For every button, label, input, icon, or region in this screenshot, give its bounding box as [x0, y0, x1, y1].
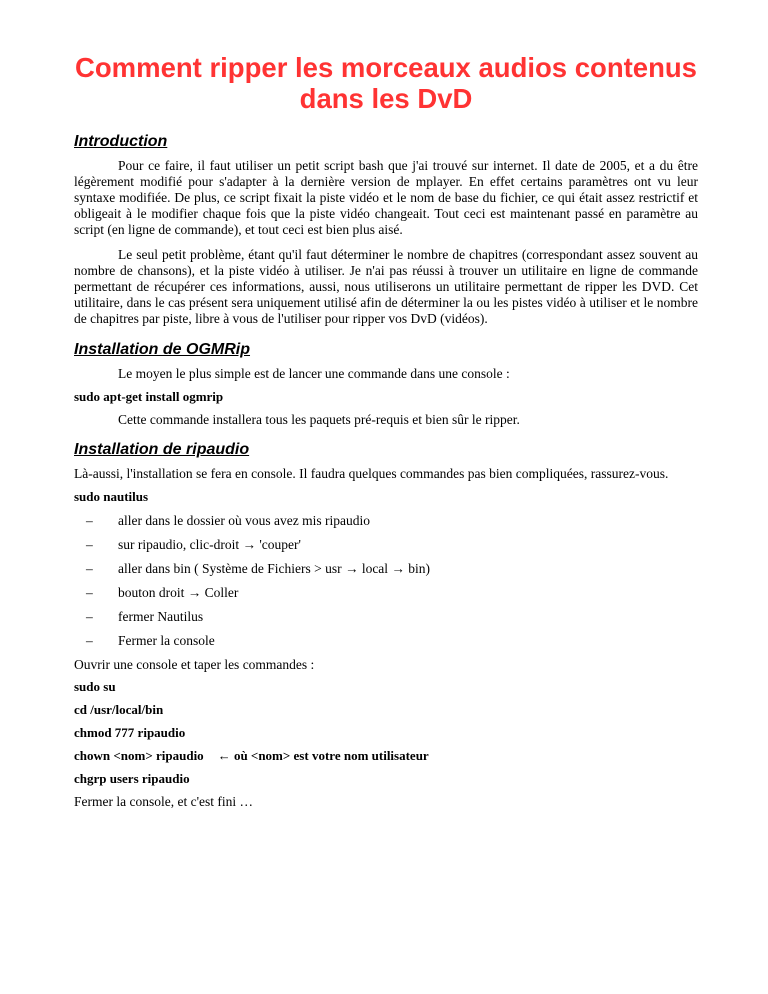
ogmrip-paragraph-2: Cette commande installera tous les paquets pré-requis et bien sûr le ripper.	[118, 412, 520, 427]
dash-bullet: –	[86, 537, 93, 552]
command-sudo-su: sudo su	[74, 679, 116, 694]
step-text: aller dans bin ( Système de Fichiers > usr → local → bin)	[118, 561, 431, 576]
list-item	[74, 585, 698, 609]
dash-bullet: –	[86, 609, 93, 624]
intro-paragraph-2: Le seul petit problème, étant qu'il faut déterminer le nombre de chapitres (correspondant assez souvent au nombre de chansons), et la piste vidéo à utiliser. Je n'ai pas réussi à trouver un utilitaire en ligne de commande permettant de récupérer ces informations, aussi, nous utiliserons un utilitaire permettant de ripper les DVD. Cet utilitaire, dans le cas présent sera uniquement utilisé afin de déterminer la ou les pistes vidéo à utiliser et le nombre de chapitres par piste, libre à vous de l'utiliser pour ripper vos DvD (vidéos).	[74, 247, 698, 326]
step-text: fermer Nautilus	[118, 609, 204, 624]
chown-note: ← où <nom> est votre nom utilisateur	[217, 748, 429, 763]
step-text: sur ripaudio, clic-droit → 'couper'	[118, 537, 301, 552]
step-text: Fermer la console	[118, 633, 215, 648]
list-item	[74, 537, 698, 561]
dash-bullet: –	[86, 561, 93, 576]
heading-introduction: Introduction	[74, 133, 168, 150]
document-page	[74, 0, 698, 810]
ogmrip-command: sudo apt-get install ogmrip	[74, 389, 224, 404]
command-chown: chown <nom> ripaudio	[74, 748, 204, 763]
step-text: bouton droit → Coller	[118, 585, 239, 600]
command-chgrp: chgrp users ripaudio	[74, 771, 190, 786]
list-item	[74, 561, 698, 585]
list-item	[74, 633, 698, 657]
ripaudio-paragraph-1: Là-aussi, l'installation se fera en console. Il faudra quelques commandes pas bien compliquées, rassurez-vous.	[74, 466, 669, 481]
dash-bullet: –	[86, 585, 93, 600]
open-console-text: Ouvrir une console et taper les commandes :	[74, 657, 315, 672]
command-chmod: chmod 777 ripaudio	[74, 725, 186, 740]
dash-bullet: –	[86, 513, 93, 528]
step-text: aller dans le dossier où vous avez mis ripaudio	[118, 513, 370, 528]
heading-ripaudio: Installation de ripaudio	[74, 441, 250, 458]
list-item	[74, 513, 698, 537]
command-chown-line	[74, 748, 698, 771]
ripaudio-command: sudo nautilus	[74, 489, 149, 504]
command-cd: cd /usr/local/bin	[74, 702, 164, 717]
intro-paragraph-1: Pour ce faire, il faut utiliser un petit script bash que j'ai trouvé sur internet. Il date de 2005, et a du être légèrement modifié pour s'adapter à la dernière version de mplayer. En effet certains paramètres ont vu leur syntaxe modifiée. De plus, ce script fixait la piste vidéo et le nom de base du fichier, ce qui était assez restrictif et obligeait à le modifier chaque fois que la piste vidéo changeait. Tout ceci est maintenant passé en paramètre au script (en ligne de commande), et tout ceci est bien plus aisé.	[74, 158, 698, 237]
ogmrip-paragraph-1: Le moyen le plus simple est de lancer une commande dans une console :	[118, 366, 510, 381]
closing-text: Fermer la console, et c'est fini …	[74, 794, 254, 809]
list-item	[74, 609, 698, 633]
page-title: Comment ripper les morceaux audios contenus dans les DvD	[75, 52, 697, 114]
dash-bullet: –	[86, 633, 93, 648]
steps-list	[74, 513, 698, 657]
heading-ogmrip: Installation de OGMRip	[74, 341, 251, 358]
